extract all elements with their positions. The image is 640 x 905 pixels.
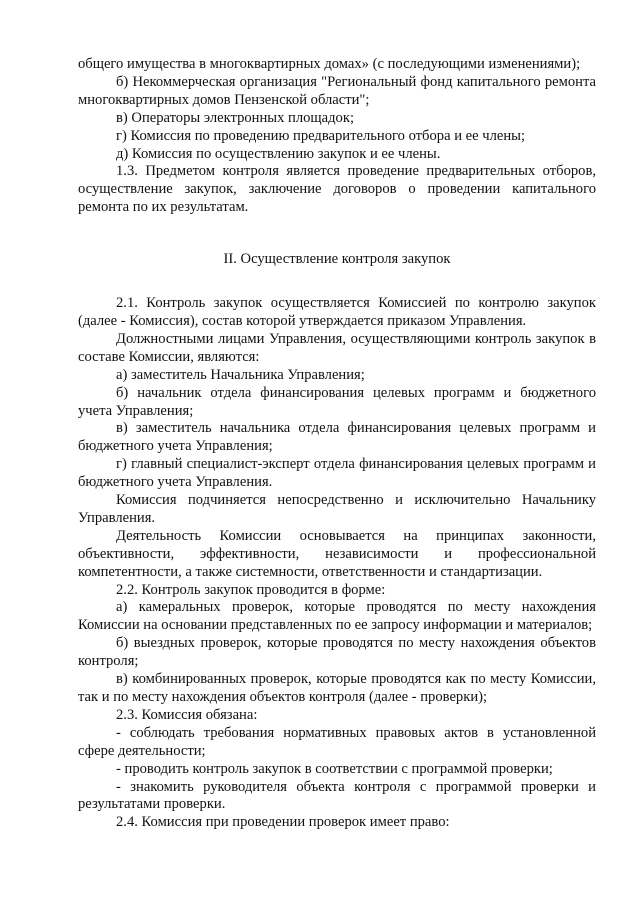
duty-item-1: - соблюдать требования нормативных правовых актов в установленной сфере деятельности;	[78, 724, 596, 759]
paragraph-2-4: 2.4. Комиссия при проведении проверок имеет право:	[116, 814, 450, 831]
paragraph-2-2: 2.2. Контроль закупок проводится в форме:	[116, 581, 386, 598]
paragraph-continuation: общего имущества в многоквартирных домах» (с последующими изменениями);	[78, 56, 581, 72]
official-item-a: а) заместитель Начальника Управления;	[116, 366, 365, 383]
paragraph-1-3: 1.3. Предметом контроля является проведение предварительных отборов, осуществление закупок, заключение договоров о проведении капитального ремонта по их результатам.	[78, 163, 596, 216]
official-item-b: б) начальник отдела финансирования целевых программ и бюджетного учета Управления;	[78, 384, 596, 419]
duty-item-3: - знакомить руководителя объекта контроля с программой проверки и результатами проверки.	[78, 778, 596, 813]
paragraph-officials: Должностными лицами Управления, осуществляющими контроль закупок в составе Комиссии, являются:	[78, 330, 596, 365]
form-item-a: а) камеральных проверок, которые проводятся по месту нахождения Комиссии на основании представленных по ее запросу информации и материалов;	[78, 599, 596, 634]
paragraph-principles: Деятельность Комиссии основывается на принципах законности, объективности, эффективности, независимости и профессиональной компетентности, а также системности, ответственности и стандартизации.	[78, 527, 596, 580]
form-item-b: б) выездных проверок, которые проводятся по месту нахождения объектов контроля;	[78, 635, 596, 670]
official-item-v: в) заместитель начальника отдела финансирования целевых программ и бюджетного учета Управления;	[78, 420, 596, 455]
form-item-v: в) комбинированных проверок, которые проводятся как по месту Комиссии, так и по месту нахождения объектов контроля (далее - проверки);	[78, 671, 596, 705]
list-item-g: г) Комиссия по проведению предварительного отбора и ее члены;	[116, 127, 526, 144]
list-item-v: в) Операторы электронных площадок;	[116, 109, 355, 126]
paragraph-subordination: Комиссия подчиняется непосредственно и исключительно Начальнику Управления.	[78, 492, 596, 526]
duty-item-2: - проводить контроль закупок в соответствии с программой проверки;	[116, 760, 553, 777]
list-item-d: д) Комиссия по осуществлению закупок и ее члены.	[116, 145, 441, 162]
section-heading: II. Осуществление контроля закупок	[223, 251, 451, 268]
paragraph-2-3: 2.3. Комиссия обязана:	[116, 706, 258, 723]
official-item-g: г) главный специалист-эксперт отдела финансирования целевых программ и бюджетного учета Управления.	[78, 456, 596, 491]
list-item-b: б) Некоммерческая организация "Региональный фонд капитального ремонта многоквартирных домов Пензенской области";	[78, 73, 596, 108]
paragraph-2-1: 2.1. Контроль закупок осуществляется Комиссией по контролю закупок (далее - Комиссия), состав которой утверждается приказом Управления.	[78, 295, 596, 329]
